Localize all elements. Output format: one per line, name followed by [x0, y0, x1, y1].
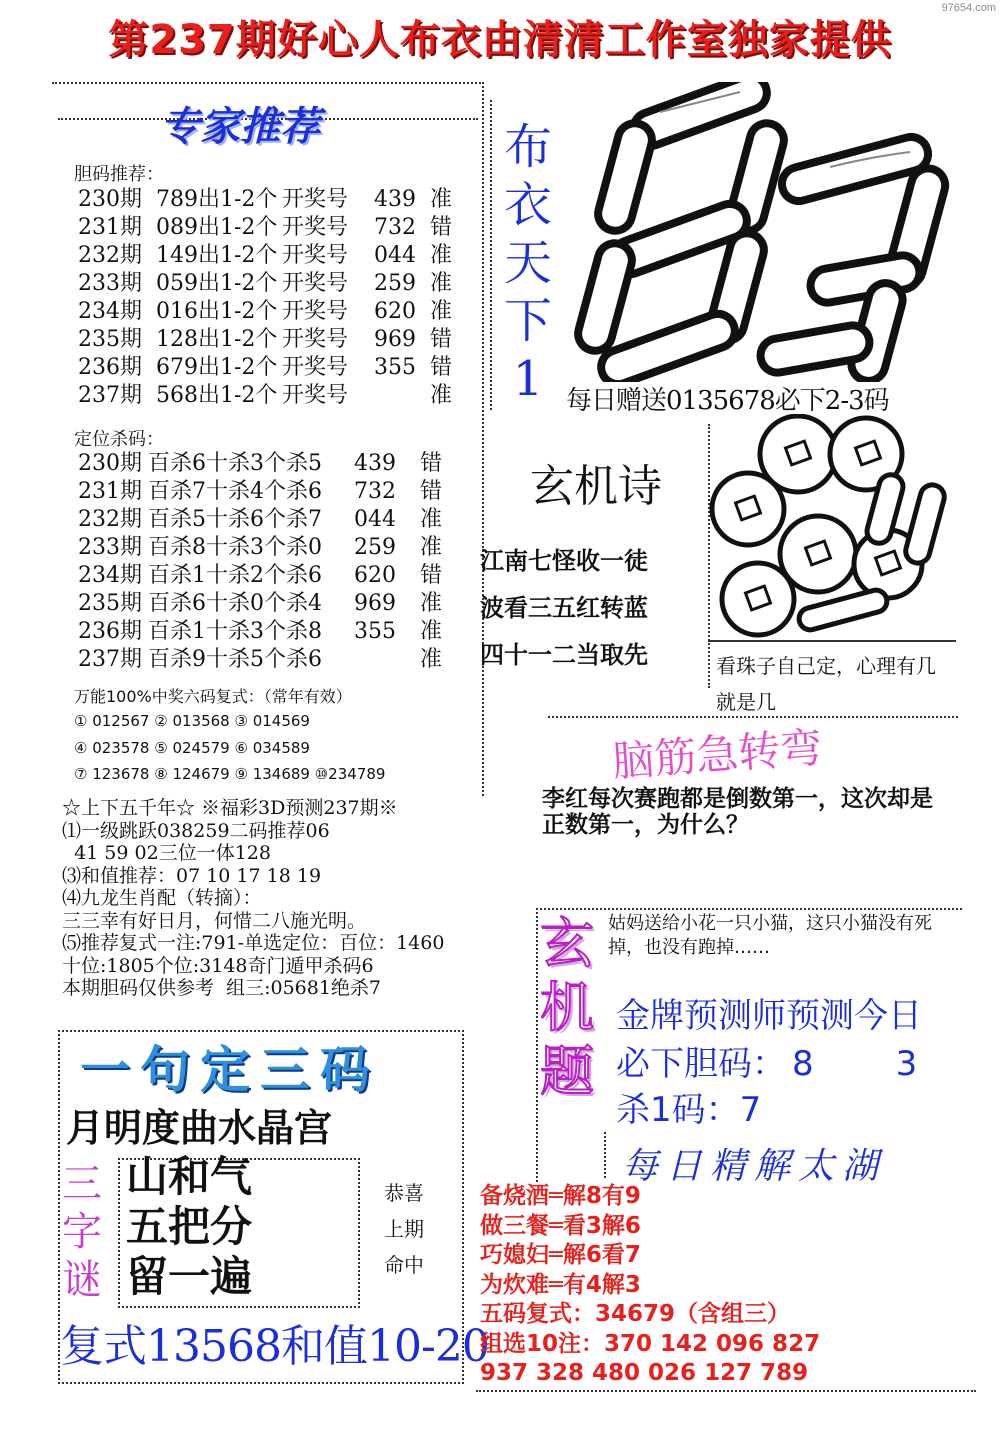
- row-pick: 百杀7十杀4个杀6: [148, 479, 322, 504]
- gold-bi-row: [616, 1036, 917, 1085]
- row-pick: 百杀9十杀5个杀6: [148, 647, 322, 672]
- liu-line: ④ 023578 ⑤ 024579 ⑥ 034589: [74, 738, 310, 757]
- fushi-text: 复式13568和值10-20: [60, 1321, 489, 1372]
- wuqian-block: [62, 797, 444, 1000]
- liu-line: ① 012567 ② 013568 ③ 014569: [74, 712, 310, 730]
- buyi-panel: [490, 100, 492, 410]
- xuanji-ti-char: 玄: [540, 912, 594, 975]
- wuqian-line: 十位:1805个位:3148奇门遁甲杀码6: [62, 954, 374, 977]
- taihu-line: 937 328 480 026 127 789: [480, 1360, 809, 1386]
- row-pick: 789出1-2个: [156, 187, 278, 212]
- poem-lines: [480, 538, 648, 679]
- row-issue: 231期: [78, 479, 142, 504]
- row-issue: 233期: [78, 271, 142, 296]
- row-number: 620: [354, 563, 396, 588]
- kill-row: [78, 562, 478, 590]
- congrats-line: 上期: [384, 1217, 424, 1241]
- kill-table: [78, 450, 478, 674]
- yiju-subtitle: 月明度曲水晶宫: [66, 1106, 333, 1150]
- wuqian-line: ⑸推荐复式一注:791-单选定位：百位：1460: [62, 932, 445, 954]
- riddle-line: 五把分: [126, 1202, 253, 1251]
- beads-illustration: [708, 414, 958, 644]
- row-number: 969: [374, 327, 416, 352]
- row-issue: 235期: [78, 327, 142, 352]
- row-label: 开奖号: [282, 299, 349, 324]
- buyi-vertical-text: [498, 118, 558, 408]
- row-result: 错: [430, 355, 453, 380]
- row-pick: 百杀6十杀3个杀5: [148, 451, 322, 476]
- buyi-char: 1: [512, 351, 544, 407]
- kill-title: 定位杀码：: [74, 429, 164, 450]
- row-result: 准: [430, 383, 453, 408]
- wuqian-line: ⑴一级跳跃038259二码推荐06: [62, 819, 330, 842]
- row-pick: 149出1-2个: [156, 243, 278, 268]
- row-issue: 235期: [78, 591, 142, 616]
- row-issue: 232期: [78, 507, 142, 532]
- row-result: 准: [420, 591, 443, 616]
- gold-sha-label: 杀1码：: [616, 1090, 740, 1130]
- xuanji-ti-char: 机: [540, 976, 594, 1039]
- row-result: 准: [430, 271, 453, 296]
- liu-title: 万能100%中奖六码复式：（常年有效）: [74, 687, 352, 706]
- buyi-char: 布: [503, 119, 552, 175]
- row-number: 044: [354, 507, 396, 532]
- dan-title: 胆码推荐：: [74, 164, 164, 185]
- poem-line: 江南七怪收一徒: [480, 547, 648, 575]
- row-label: 开奖号: [282, 383, 349, 408]
- row-pick: 059出1-2个: [156, 271, 278, 296]
- watermark: 97654.com: [941, 2, 996, 14]
- row-result: 错: [420, 451, 443, 476]
- row-number: 044: [374, 243, 416, 268]
- divider: [604, 1132, 606, 1178]
- wuqian-line: 41 59 02三位一体128: [62, 842, 271, 864]
- taihu-line: 为炊难═有4解3: [480, 1271, 641, 1298]
- buyi-daily: 每日赠送0135678必下2-3码: [566, 386, 889, 416]
- congrats: [384, 1175, 424, 1283]
- dan-row: [78, 354, 478, 382]
- dan-row: [78, 242, 478, 270]
- row-result: 错: [420, 479, 443, 504]
- buyi-char: 衣: [503, 177, 552, 233]
- dan-row: [78, 270, 478, 298]
- row-result: 准: [430, 187, 453, 212]
- dan-row: [78, 326, 478, 354]
- row-issue: 237期: [78, 383, 142, 408]
- row-result: 准: [420, 619, 443, 644]
- divider: [708, 640, 956, 642]
- riddle-side-char: 谜: [62, 1257, 102, 1303]
- row-pick: 百杀8十杀3个杀0: [148, 535, 322, 560]
- row-pick: 百杀1十杀3个杀8: [148, 619, 322, 644]
- gold-sha-row: [616, 1082, 761, 1131]
- row-issue: 234期: [78, 563, 142, 588]
- xuanji-ti-question: 姑妈送给小花一只小猫，这只小猫没有死掉，也没有跑掉……: [608, 913, 932, 958]
- beads-caption: 看珠子自己定，心理有几就是几: [716, 654, 936, 714]
- taihu-title: 每日精解太湖: [622, 1146, 887, 1187]
- poem-line: 波看三五红转蓝: [480, 594, 648, 622]
- dan-row: [78, 298, 478, 326]
- row-number: 259: [354, 535, 396, 560]
- row-issue: 233期: [78, 535, 142, 560]
- divider: [476, 1390, 976, 1392]
- row-label: 开奖号: [282, 187, 349, 212]
- row-issue: 236期: [78, 619, 142, 644]
- riddle-side-char: 三: [62, 1161, 102, 1207]
- row-number: 439: [374, 187, 416, 212]
- naojin-title: 脑筋急转弯: [610, 722, 824, 787]
- row-pick: 089出1-2个: [156, 215, 278, 240]
- taihu-line: 备烧酒═解8有9: [480, 1183, 641, 1209]
- kill-row: [78, 450, 478, 478]
- dan-row: [78, 214, 478, 242]
- gold-bi-value: 8: [792, 1044, 814, 1084]
- taihu-line: 做三餐═看3解6: [480, 1212, 641, 1239]
- page-title: 第237期好心人布衣由清清工作室独家提供: [108, 17, 892, 63]
- kill-row: [78, 506, 478, 534]
- liu-line: ⑦ 123678 ⑧ 124679 ⑨ 134689 ⑩234789: [74, 765, 386, 783]
- row-label: 开奖号: [282, 243, 349, 268]
- row-issue: 236期: [78, 355, 142, 380]
- kill-row: [78, 534, 478, 562]
- kill-row: [78, 478, 478, 506]
- wuqian-line: 三三幸有好日月，何惜二八施光明。: [62, 909, 367, 932]
- gold-bi-label: 必下胆码：: [616, 1044, 786, 1084]
- row-result: 错: [420, 563, 443, 588]
- row-pick: 百杀6十杀0个杀4: [148, 591, 322, 616]
- gold-sha-value: 7: [739, 1090, 762, 1130]
- row-label: 开奖号: [282, 271, 349, 296]
- gold-bi-value: 3: [895, 1044, 918, 1084]
- taihu-lines: [480, 1182, 820, 1389]
- row-issue: 237期: [78, 647, 142, 672]
- row-number: 732: [354, 479, 396, 504]
- wuqian-line: ⑶和值推荐：07 10 17 18 19: [62, 864, 322, 887]
- taihu-line: 组选10注：370 142 096 827: [480, 1330, 821, 1357]
- riddle-line: 留一遍: [126, 1252, 253, 1301]
- wuqian-line: ☆上下五千年☆ ※福彩3D预测237期※: [62, 797, 398, 819]
- row-result: 错: [430, 215, 453, 240]
- poem-title: 玄机诗: [530, 461, 662, 512]
- row-label: 开奖号: [282, 215, 349, 240]
- riddle-list: [126, 1152, 252, 1302]
- row-number: [354, 646, 420, 674]
- row-result: 错: [430, 327, 453, 352]
- row-result: 准: [420, 507, 443, 532]
- row-issue: 230期: [78, 451, 142, 476]
- row-issue: 231期: [78, 215, 142, 240]
- wuqian-line: ⑷九龙生肖配（转摘）：: [62, 887, 262, 909]
- yiju-title: 一句定三码: [80, 1041, 380, 1099]
- row-number: 259: [374, 271, 416, 296]
- row-issue: 234期: [78, 299, 142, 324]
- row-pick: 016出1-2个: [156, 299, 278, 324]
- row-number: 620: [374, 299, 416, 324]
- dan-row: [78, 382, 478, 410]
- row-label: 开奖号: [282, 327, 349, 352]
- dan-row: [78, 186, 478, 214]
- row-number: 439: [354, 451, 396, 476]
- row-number: 355: [354, 619, 396, 644]
- row-result: 准: [420, 535, 443, 560]
- buyi-char: 天: [503, 235, 552, 291]
- riddle-line: 山和气: [126, 1152, 253, 1201]
- buyi-char: 下: [503, 293, 552, 349]
- xuanji-ti-char: 题: [540, 1040, 594, 1103]
- row-pick: 百杀1十杀2个杀6: [148, 563, 322, 588]
- xuanji-ti-side-label: [540, 912, 594, 1104]
- congrats-line: 命中: [384, 1253, 424, 1277]
- row-pick: 568出1-2个: [156, 383, 278, 408]
- wuqian-line: 本期胆码仅供参考 组三:05681绝杀7: [62, 977, 382, 999]
- row-issue: 230期: [78, 187, 142, 212]
- taihu-line: 五码复式：34679（含组三）: [480, 1301, 791, 1327]
- taihu-line: 巧媳妇═解6看7: [480, 1242, 641, 1268]
- row-label: 开奖号: [282, 355, 349, 380]
- liu-list: [74, 708, 385, 788]
- gold-line1: 金牌预测师预测今日: [616, 996, 922, 1036]
- row-pick: 679出1-2个: [156, 355, 278, 380]
- expert-title: 专家推荐: [160, 104, 320, 150]
- kill-row: [78, 590, 478, 618]
- congrats-line: 恭喜: [384, 1181, 424, 1205]
- row-number: 732: [374, 215, 416, 240]
- row-result: 准: [430, 299, 453, 324]
- row-number: 969: [354, 591, 396, 616]
- digits-illustration: [570, 82, 960, 382]
- riddle-side-label: [62, 1160, 102, 1304]
- row-issue: 232期: [78, 243, 142, 268]
- row-result: 准: [430, 243, 453, 268]
- row-pick: 128出1-2个: [156, 327, 278, 352]
- row-number: [374, 382, 430, 410]
- row-pick: 百杀5十杀6个杀7: [148, 507, 322, 532]
- riddle-side-char: 字: [62, 1209, 102, 1255]
- dan-table: [78, 186, 478, 410]
- kill-row: [78, 618, 478, 646]
- row-number: 355: [374, 355, 416, 380]
- divider: [548, 716, 958, 718]
- poem-line: 四十一二当取先: [480, 641, 648, 669]
- kill-row: [78, 646, 478, 674]
- naojin-question: 李红每次赛跑都是倒数第一，这次却是正数第一，为什么？: [542, 786, 933, 838]
- row-result: 准: [420, 647, 443, 672]
